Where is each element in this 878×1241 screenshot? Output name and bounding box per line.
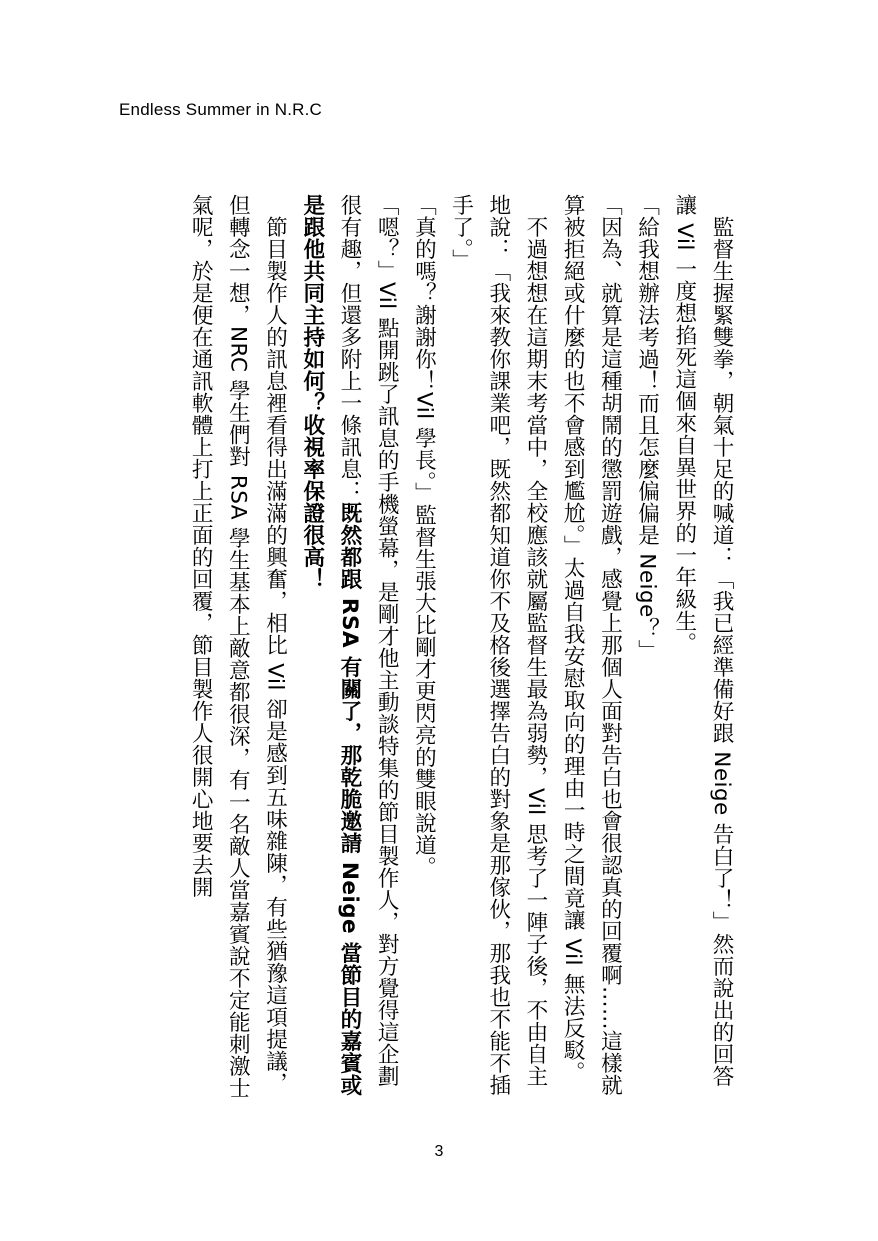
page-number: 3 bbox=[434, 1143, 444, 1160]
paragraph: 「真的嗎？謝謝你！Vil 學長。」監督生張大比剛才更閃亮的雙眼說道。 bbox=[411, 194, 437, 878]
running-header: Endless Summer in N.R.C bbox=[119, 100, 322, 119]
paragraph: 「因為、就算是這種胡鬧的懲罰遊戲，感覺上那個人面對告白也會很認真的回覆啊……這樣就算被拒絕或什麼的也不會感到尷尬。」太過自我安慰取向的理由一時之間竟讓 Vil 無法反駁。 bbox=[560, 194, 623, 1096]
paragraph-text: 「嗯？」Vil 點開跳了訊息的手機螢幕，是剛才他主動談特集的節目製作人，對方覺得這企劃很有趣，但還多附上一條訊息： bbox=[336, 194, 400, 1087]
paragraph-with-message bbox=[294, 194, 406, 1106]
body-text bbox=[140, 194, 740, 1106]
quoted-message: 既然都跟 RSA 有關了，那乾脆邀請 Neige 當節目的嘉賓或是跟他共同主持如何？收視率保證很高！ bbox=[299, 194, 362, 1096]
paragraph: 「給我想辦法考過！而且怎麼偏偏是 Neige？」 bbox=[634, 194, 660, 662]
paragraph: 節目製作人的訊息裡看得出滿滿的興奮，相比 Vil 卻是感到五味雜陳，有些猶豫這項提議，但轉念一想，NRC 學生們對 RSA 學生基本上敵意都很深，有一名敵人當嘉賓說不定能刺激士氣呢，於是便在通訊軟體上打上正面的回覆，節目製作人很開心地要去開 bbox=[188, 194, 288, 1100]
paragraph: 監督生握緊雙拳，朝氣十足的喊道：「我已經準備好跟 Neige 告白了！」然而說出的回答讓 Vil 一度想掐死這個來自異世界的一年級生。 bbox=[671, 194, 734, 1087]
paragraph: 不過想想在這期末考當中，全校應該就屬監督生最為弱勢，Vil 思考了一陣子後，不由自主地說：「我來教你課業吧，既然都知道你不及格後選擇告白的對象是那傢伙，那我也不能不插手了。」 bbox=[448, 194, 548, 1096]
